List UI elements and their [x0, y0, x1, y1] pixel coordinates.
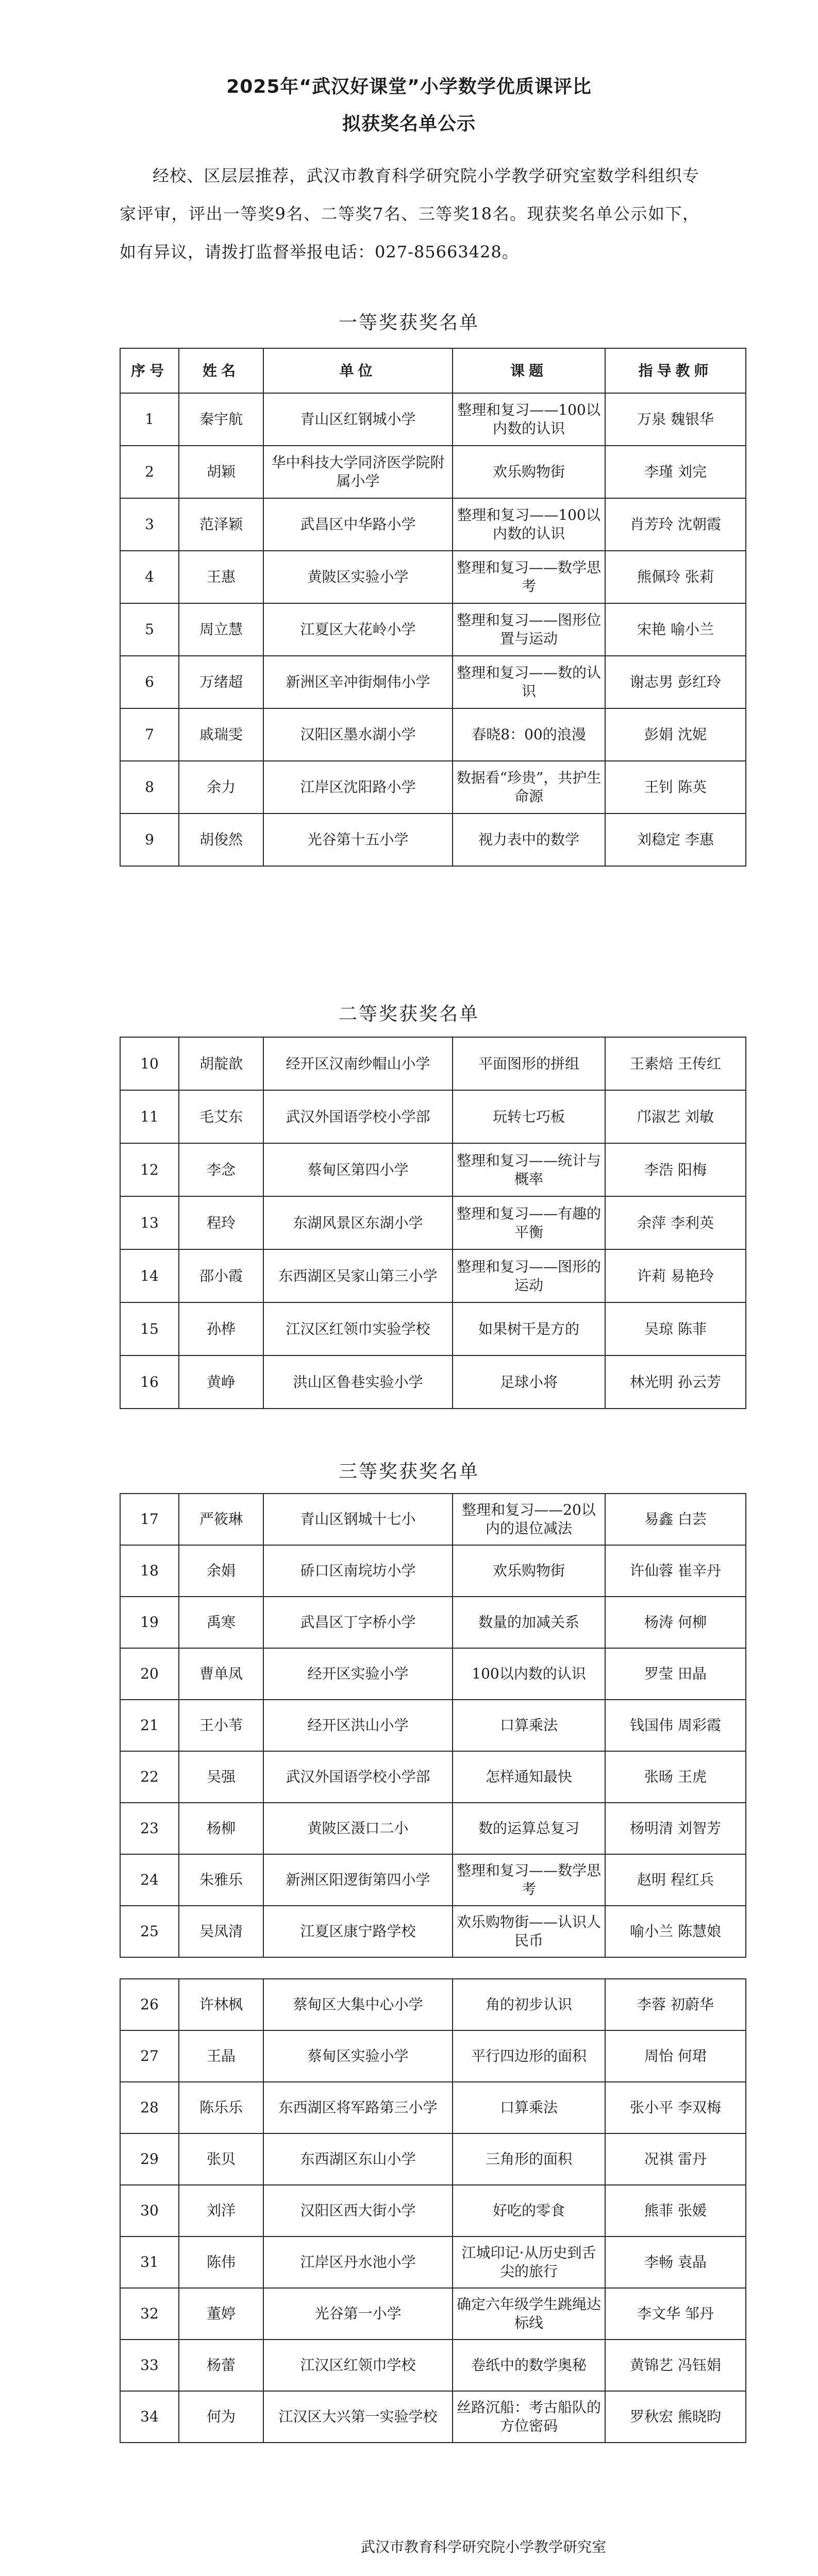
- cell-topic: 整理和复习——100以内数的认识: [453, 393, 605, 446]
- cell-school: 黄陂区实验小学: [263, 551, 453, 603]
- cell-name: 杨柳: [179, 1803, 263, 1854]
- header-cell-school: 单位: [263, 348, 453, 393]
- cell-advisor: 李文华 邹丹: [605, 2288, 746, 2340]
- cell-name: 禹寒: [179, 1597, 263, 1648]
- cell-advisor: 罗秋宏 熊晓昀: [605, 2391, 746, 2443]
- table-row: [120, 1355, 746, 1409]
- cell-name: 孙桦: [179, 1302, 263, 1355]
- third-prize-heading: 三等奖获奖名单: [338, 1461, 479, 1482]
- cell-name: 王小苇: [179, 1700, 263, 1751]
- cell-topic: 口算乘法: [453, 1700, 605, 1751]
- cell-advisor: 赵明 程红兵: [605, 1854, 746, 1906]
- table-row: [120, 1143, 746, 1196]
- cell-name: 余娟: [179, 1545, 263, 1597]
- cell-name: 吴强: [179, 1751, 263, 1803]
- cell-advisor: 易鑫 白芸: [605, 1494, 746, 1545]
- cell-advisor: 许仙蓉 崔辛丹: [605, 1545, 746, 1597]
- cell-name: 朱雅乐: [179, 1854, 263, 1906]
- cell-name: 王惠: [179, 551, 263, 603]
- cell-topic: 三角形的面积: [453, 2133, 605, 2185]
- cell-topic: 足球小将: [453, 1355, 605, 1409]
- cell-school: 黄陂区滠口二小: [263, 1803, 453, 1854]
- cell-topic: 整理和复习——数学思考: [453, 1854, 605, 1906]
- cell-number: 3: [120, 498, 179, 551]
- cell-number: 5: [120, 603, 179, 656]
- header-cell-name: 姓名: [179, 348, 263, 393]
- footer-organization: 武汉市教育科学研究院小学教学研究室: [361, 2538, 607, 2555]
- cell-school: 东西湖区东山小学: [263, 2133, 453, 2185]
- cell-number: 1: [120, 393, 179, 446]
- table-row: [120, 2340, 746, 2391]
- cell-school: 武昌区中华路小学: [263, 498, 453, 551]
- cell-name: 李念: [179, 1143, 263, 1196]
- cell-advisor: 况祺 雷丹: [605, 2133, 746, 2185]
- table-row: [120, 603, 746, 656]
- cell-topic: 整理和复习——有趣的平衡: [453, 1196, 605, 1249]
- cell-topic: 欢乐购物街: [453, 1545, 605, 1597]
- table-row: [120, 708, 746, 761]
- cell-name: 胡颖: [179, 446, 263, 498]
- cell-topic: 如果树干是方的: [453, 1302, 605, 1355]
- cell-advisor: 万泉 魏银华: [605, 393, 746, 446]
- cell-number: 19: [120, 1597, 179, 1648]
- cell-advisor: 吴琼 陈菲: [605, 1302, 746, 1355]
- cell-name: 刘洋: [179, 2185, 263, 2236]
- cell-number: 21: [120, 1700, 179, 1751]
- table-row: [120, 446, 746, 498]
- cell-advisor: 钱国伟 周彩霞: [605, 1700, 746, 1751]
- cell-school: 东湖风景区东湖小学: [263, 1196, 453, 1249]
- intro-paragraph: 经校、区层层推荐，武汉市教育科学研究院小学教学研究室数学科组织专家评审，评出一等奖9名、二等奖7名、三等奖18名。现获奖名单公示如下，如有异议，请拨打监督举报电话：027-85663428。: [120, 166, 699, 262]
- cell-topic: 欢乐购物街——认识人民币: [453, 1906, 605, 1957]
- table-row: [120, 1979, 746, 2030]
- cell-school: 新洲区辛冲街炯伟小学: [263, 656, 453, 708]
- cell-name: 何为: [179, 2391, 263, 2443]
- cell-advisor: 张旸 王虎: [605, 1751, 746, 1803]
- table-row: [120, 393, 746, 446]
- table-row: [120, 2288, 746, 2340]
- cell-topic: 数据看“珍贵”，共护生命源: [453, 761, 605, 814]
- cell-number: 11: [120, 1090, 179, 1143]
- cell-school: 武汉外国语学校小学部: [263, 1751, 453, 1803]
- cell-number: 10: [120, 1037, 179, 1090]
- table-row: [120, 1545, 746, 1597]
- cell-name: 陈伟: [179, 2236, 263, 2288]
- cell-number: 17: [120, 1494, 179, 1545]
- cell-advisor: 王钊 陈英: [605, 761, 746, 814]
- cell-name: 万绪超: [179, 656, 263, 708]
- cell-school: 蔡甸区大集中心小学: [263, 1979, 453, 2030]
- cell-number: 15: [120, 1302, 179, 1355]
- table-row: [120, 1597, 746, 1648]
- table-header-row: [120, 348, 746, 393]
- cell-name: 黄峥: [179, 1355, 263, 1409]
- first-prize-table: [120, 348, 746, 867]
- cell-school: 青山区红钢城小学: [263, 393, 453, 446]
- cell-name: 曹单凤: [179, 1648, 263, 1700]
- cell-topic: 整理和复习——图形位置与运动: [453, 603, 605, 656]
- cell-advisor: 王素焙 王传红: [605, 1037, 746, 1090]
- page-title: 2025年“武汉好课堂”小学数学优质课评比: [226, 76, 592, 97]
- cell-topic: 欢乐购物街: [453, 446, 605, 498]
- table-row: [120, 1700, 746, 1751]
- table-row: [120, 2391, 746, 2443]
- cell-advisor: 宋艳 喻小兰: [605, 603, 746, 656]
- cell-school: 蔡甸区实验小学: [263, 2030, 453, 2082]
- cell-name: 董婷: [179, 2288, 263, 2340]
- cell-school: 汉阳区墨水湖小学: [263, 708, 453, 761]
- table-row: [120, 1906, 746, 1957]
- cell-number: 27: [120, 2030, 179, 2082]
- cell-name: 秦宇航: [179, 393, 263, 446]
- cell-name: 陈乐乐: [179, 2082, 263, 2133]
- cell-advisor: 李浩 阳梅: [605, 1143, 746, 1196]
- cell-name: 戚瑞雯: [179, 708, 263, 761]
- cell-number: 18: [120, 1545, 179, 1597]
- cell-topic: 整理和复习——数的认识: [453, 656, 605, 708]
- table-row: [120, 1196, 746, 1249]
- cell-advisor: 刘稳定 李惠: [605, 814, 746, 866]
- table-row: [120, 2185, 746, 2236]
- cell-advisor: 黄锦艺 冯钰娟: [605, 2340, 746, 2391]
- cell-topic: 平面图形的拼组: [453, 1037, 605, 1090]
- cell-school: 光谷第十五小学: [263, 814, 453, 866]
- cell-advisor: 彭娟 沈妮: [605, 708, 746, 761]
- cell-advisor: 罗莹 田晶: [605, 1648, 746, 1700]
- cell-number: 28: [120, 2082, 179, 2133]
- cell-name: 胡靛歆: [179, 1037, 263, 1090]
- cell-topic: 角的初步认识: [453, 1979, 605, 2030]
- cell-advisor: 周怡 何珺: [605, 2030, 746, 2082]
- cell-topic: 整理和复习——20以内的退位减法: [453, 1494, 605, 1545]
- cell-number: 8: [120, 761, 179, 814]
- cell-number: 26: [120, 1979, 179, 2030]
- cell-number: 31: [120, 2236, 179, 2288]
- cell-topic: 视力表中的数学: [453, 814, 605, 866]
- cell-school: 光谷第一小学: [263, 2288, 453, 2340]
- cell-school: 江汉区红领巾实验学校: [263, 1302, 453, 1355]
- cell-topic: 确定六年级学生跳绳达标线: [453, 2288, 605, 2340]
- cell-number: 13: [120, 1196, 179, 1249]
- cell-school: 武汉外国语学校小学部: [263, 1090, 453, 1143]
- cell-number: 7: [120, 708, 179, 761]
- table-row: [120, 1302, 746, 1355]
- table-row: [120, 1648, 746, 1700]
- table-row: [120, 498, 746, 551]
- third-prize-table-part2: [120, 1978, 746, 2443]
- third-prize-table-part1: [120, 1493, 746, 1958]
- cell-name: 胡俊然: [179, 814, 263, 866]
- cell-school: 江汉区大兴第一实验学校: [263, 2391, 453, 2443]
- cell-number: 32: [120, 2288, 179, 2340]
- cell-number: 30: [120, 2185, 179, 2236]
- cell-number: 4: [120, 551, 179, 603]
- cell-name: 邵小霞: [179, 1249, 263, 1302]
- cell-school: 江岸区丹水池小学: [263, 2236, 453, 2288]
- cell-school: 东西湖区将军路第三小学: [263, 2082, 453, 2133]
- cell-topic: 怎样通知最快: [453, 1751, 605, 1803]
- cell-advisor: 邝淑艺 刘敏: [605, 1090, 746, 1143]
- header-cell-advisor: 指导教师: [605, 348, 746, 393]
- cell-school: 经开区实验小学: [263, 1648, 453, 1700]
- cell-number: 33: [120, 2340, 179, 2391]
- cell-topic: 江城印记·从历史到舌尖的旅行: [453, 2236, 605, 2288]
- cell-school: 武昌区丁字桥小学: [263, 1597, 453, 1648]
- table-row: [120, 1090, 746, 1143]
- cell-number: 25: [120, 1906, 179, 1957]
- table-row: [120, 814, 746, 866]
- cell-advisor: 熊菲 张媛: [605, 2185, 746, 2236]
- cell-number: 29: [120, 2133, 179, 2185]
- cell-number: 20: [120, 1648, 179, 1700]
- cell-school: 江汉区红领巾学校: [263, 2340, 453, 2391]
- cell-school: 华中科技大学同济医学院附属小学: [263, 446, 453, 498]
- table-row: [120, 1854, 746, 1906]
- cell-advisor: 许莉 易艳玲: [605, 1249, 746, 1302]
- cell-advisor: 喻小兰 陈慧娘: [605, 1906, 746, 1957]
- table-row: [120, 551, 746, 603]
- cell-name: 周立慧: [179, 603, 263, 656]
- cell-advisor: 熊佩玲 张莉: [605, 551, 746, 603]
- cell-number: 2: [120, 446, 179, 498]
- cell-topic: 丝路沉船：考古船队的方位密码: [453, 2391, 605, 2443]
- cell-number: 9: [120, 814, 179, 866]
- cell-name: 张贝: [179, 2133, 263, 2185]
- cell-topic: 玩转七巧板: [453, 1090, 605, 1143]
- cell-number: 24: [120, 1854, 179, 1906]
- cell-school: 东西湖区吴家山第三小学: [263, 1249, 453, 1302]
- cell-advisor: 余萍 李利英: [605, 1196, 746, 1249]
- second-prize-heading: 二等奖获奖名单: [338, 1004, 479, 1025]
- cell-topic: 平行四边形的面积: [453, 2030, 605, 2082]
- table-row: [120, 1249, 746, 1302]
- table-row: [120, 761, 746, 814]
- cell-advisor: 杨涛 何柳: [605, 1597, 746, 1648]
- cell-name: 吴凤清: [179, 1906, 263, 1957]
- table-row: [120, 2133, 746, 2185]
- cell-topic: 口算乘法: [453, 2082, 605, 2133]
- header-cell-number: 序号: [120, 348, 179, 393]
- cell-school: 江夏区大花岭小学: [263, 603, 453, 656]
- cell-name: 许林枫: [179, 1979, 263, 2030]
- cell-topic: 整理和复习——图形的运动: [453, 1249, 605, 1302]
- table-row: [120, 656, 746, 708]
- table-row: [120, 1494, 746, 1545]
- cell-name: 范泽颖: [179, 498, 263, 551]
- cell-school: 江岸区沈阳路小学: [263, 761, 453, 814]
- cell-name: 杨蕾: [179, 2340, 263, 2391]
- table-row: [120, 2236, 746, 2288]
- table-row: [120, 1751, 746, 1803]
- cell-advisor: 林光明 孙云芳: [605, 1355, 746, 1409]
- cell-topic: 100以内数的认识: [453, 1648, 605, 1700]
- cell-advisor: 谢志男 彭红玲: [605, 656, 746, 708]
- cell-school: 经开区汉南纱帽山小学: [263, 1037, 453, 1090]
- cell-school: 新洲区阳逻街第四小学: [263, 1854, 453, 1906]
- page-subtitle: 拟获奖名单公示: [342, 113, 476, 134]
- cell-advisor: 李瑾 刘完: [605, 446, 746, 498]
- cell-advisor: 杨明清 刘智芳: [605, 1803, 746, 1854]
- table-row: [120, 2082, 746, 2133]
- header-cell-topic: 课题: [453, 348, 605, 393]
- second-prize-table: [120, 1037, 746, 1409]
- cell-school: 汉阳区西大街小学: [263, 2185, 453, 2236]
- cell-advisor: 李蓉 初蔚华: [605, 1979, 746, 2030]
- cell-name: 严筱琳: [179, 1494, 263, 1545]
- cell-name: 余力: [179, 761, 263, 814]
- cell-topic: 卷纸中的数学奥秘: [453, 2340, 605, 2391]
- cell-number: 16: [120, 1355, 179, 1409]
- cell-name: 毛艾东: [179, 1090, 263, 1143]
- cell-number: 6: [120, 656, 179, 708]
- table-row: [120, 2030, 746, 2082]
- cell-school: 洪山区鲁巷实验小学: [263, 1355, 453, 1409]
- cell-number: 12: [120, 1143, 179, 1196]
- cell-school: 江夏区康宁路学校: [263, 1906, 453, 1957]
- cell-topic: 整理和复习——统计与概率: [453, 1143, 605, 1196]
- cell-number: 23: [120, 1803, 179, 1854]
- cell-advisor: 肖芳玲 沈朝霞: [605, 498, 746, 551]
- cell-school: 经开区洪山小学: [263, 1700, 453, 1751]
- cell-name: 程玲: [179, 1196, 263, 1249]
- cell-topic: 整理和复习——数学思考: [453, 551, 605, 603]
- table-row: [120, 1803, 746, 1854]
- cell-topic: 整理和复习——100以内数的认识: [453, 498, 605, 551]
- cell-school: 蔡甸区第四小学: [263, 1143, 453, 1196]
- cell-topic: 好吃的零食: [453, 2185, 605, 2236]
- cell-topic: 数量的加减关系: [453, 1597, 605, 1648]
- cell-advisor: 张小平 李双梅: [605, 2082, 746, 2133]
- first-prize-heading: 一等奖获奖名单: [338, 312, 479, 333]
- cell-name: 王晶: [179, 2030, 263, 2082]
- cell-number: 34: [120, 2391, 179, 2443]
- table-row: [120, 1037, 746, 1090]
- cell-topic: 春晓8：00的浪漫: [453, 708, 605, 761]
- cell-number: 14: [120, 1249, 179, 1302]
- cell-school: 硚口区南垸坊小学: [263, 1545, 453, 1597]
- cell-school: 青山区钢城十七小: [263, 1494, 453, 1545]
- cell-topic: 数的运算总复习: [453, 1803, 605, 1854]
- cell-number: 22: [120, 1751, 179, 1803]
- cell-advisor: 李畅 袁晶: [605, 2236, 746, 2288]
